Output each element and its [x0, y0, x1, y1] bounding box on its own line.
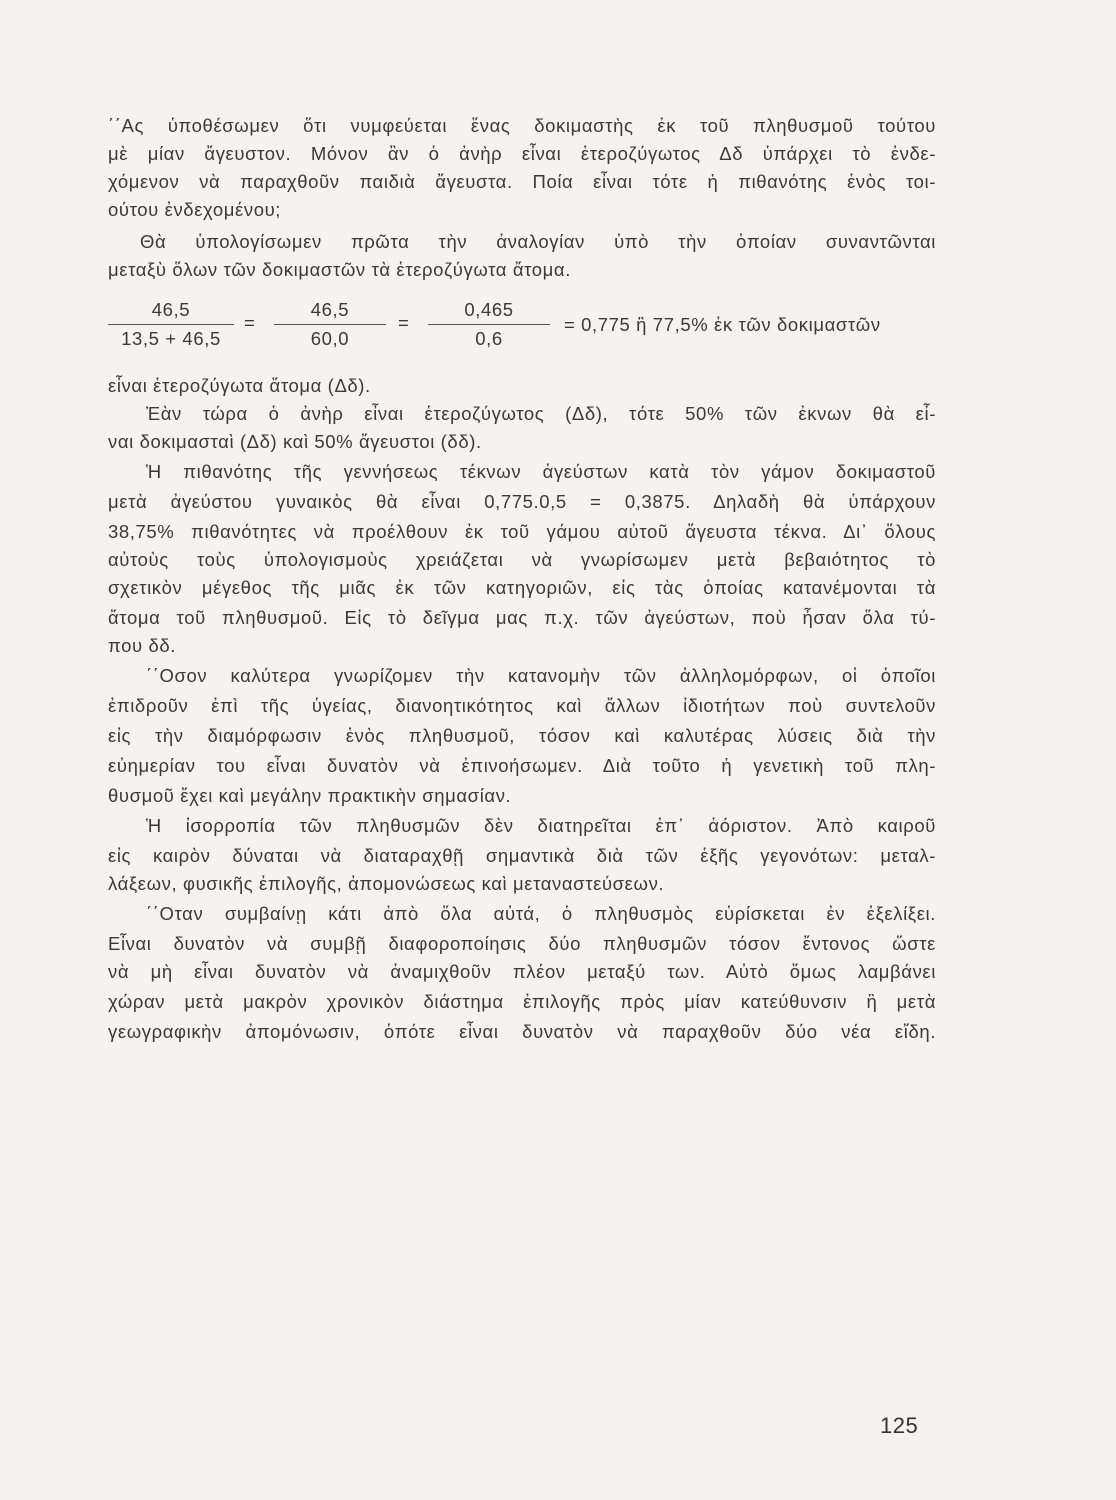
text-line: ἐπιδροῦν ἐπὶ τῆς ὑγείας, διανοητικότητος καὶ ἄλλων ἰδιοτήτων ποὺ συντελοῦν	[108, 695, 936, 716]
page-number: 125	[880, 1413, 919, 1438]
text-line: ναι δοκιμασταὶ (Δδ) καὶ 50% ἄγευστοι (δδ).	[108, 431, 482, 452]
fraction-1	[108, 298, 234, 351]
text-line: ΄΄Οταν συμβαίνῃ κάτι ἀπὸ ὅλα αὐτά, ὁ πληθυσμὸς εὑρίσκεται ἐν ἐξελίξει.	[146, 903, 936, 924]
equals-sign: =	[398, 312, 410, 333]
text-line: που δδ.	[108, 635, 176, 656]
text-line: νὰ μὴ εἶναι δυνατὸν νὰ ἀναμιχθοῦν πλέον μεταξύ των. Αὐτὸ ὅμως λαμβάνει	[108, 961, 936, 982]
text-line: αὐτοὺς τοὺς ὑπολογισμοὺς χρειάζεται νὰ γνωρίσωμεν μετὰ βεβαιότητος τὸ	[108, 549, 936, 570]
text-line: Ἡ πιθανότης τῆς γεννήσεως τέκνων ἀγεύστων κατὰ τὸν γάμον δοκιμαστοῦ	[146, 461, 936, 482]
equals-sign: =	[244, 312, 256, 333]
text-line: Θὰ ὑπολογίσωμεν πρῶτα τὴν ἀναλογίαν ὑπὸ τὴν ὁποίαν συναντῶνται	[140, 231, 936, 252]
text-line: εἶναι ἑτεροζύγωτα ἄτομα (Δδ).	[108, 375, 371, 396]
text-line: 38,75% πιθανότητες νὰ προέλθουν ἐκ τοῦ γάμου αὐτοῦ ἄγευστα τέκνα. Δι᾽ ὅλους	[108, 521, 936, 542]
text-line: γεωγραφικὴν ἀπομόνωσιν, ὁπότε εἶναι δυνατὸν νὰ παραχθοῦν δύο νέα εἴδη.	[108, 1021, 936, 1042]
fraction-2-denominator: 60,0	[310, 328, 350, 349]
formula-result: = 0,775 ἢ 77,5% ἐκ τῶν δοκιμαστῶν	[564, 314, 881, 335]
text-line: χώραν μετὰ μακρὸν χρονικὸν διάστημα ἐπιλογῆς πρὸς μίαν κατεύθυνσιν ἢ μετὰ	[108, 991, 936, 1012]
fraction-2-bar	[274, 324, 386, 325]
text-line: ΄΄Ας ὑποθέσωμεν ὅτι νυμφεύεται ἕνας δοκιμαστὴς ἐκ τοῦ πληθυσμοῦ τούτου	[108, 115, 936, 136]
fraction-2	[274, 298, 386, 351]
text-line: ΄΄Οσον καλύτερα γνωρίζομεν τὴν κατανομὴν τῶν ἀλληλομόρφων, οἱ ὁποῖοι	[146, 665, 936, 686]
text-line: λάξεων, φυσικῆς ἐπιλογῆς, ἀπομονώσεως καὶ μεταναστεύσεων.	[108, 873, 665, 894]
text-line: Ἡ ἰσορροπία τῶν πληθυσμῶν δὲν διατηρεῖται ἐπ᾽ ἀόριστον. Ἀπὸ καιροῦ	[146, 815, 936, 836]
text-line: ἄτομα τοῦ πληθυσμοῦ. Εἰς τὸ δεῖγμα μας π.χ. τῶν ἀγεύστων, ποὺ ἦσαν ὅλα τύ-	[108, 607, 936, 628]
fraction-3-numerator: 0,465	[464, 299, 514, 320]
fraction-3	[428, 298, 550, 351]
text-line: εὐημερίαν του εἶναι δυνατὸν νὰ ἐπινοήσωμεν. Διὰ τοῦτο ἡ γενετικὴ τοῦ πλη-	[108, 755, 936, 776]
fraction-3-denominator: 0,6	[475, 328, 503, 349]
text-line: Ἐὰν τώρα ὁ ἀνὴρ εἶναι ἑτεροζύγωτος (Δδ), τότε 50% τῶν ἐκνων θὰ εἶ-	[146, 403, 936, 424]
text-line: σχετικὸν μέγεθος τῆς μιᾶς ἐκ τῶν κατηγοριῶν, εἰς τὰς ὁποίας κατανέμονται τὰ	[108, 577, 936, 598]
fraction-1-denominator: 13,5 + 46,5	[121, 328, 221, 349]
text-line: μὲ μίαν ἄγευστον. Μόνον ἂν ὁ ἀνὴρ εἶναι ἑτεροζύγωτος Δδ ὑπάρχει τὸ ἐνδε-	[108, 143, 936, 164]
fraction-1-bar	[108, 324, 234, 325]
text-line: μεταξὺ ὅλων τῶν δοκιμαστῶν τὰ ἑτεροζύγωτα ἄτομα.	[108, 259, 571, 280]
text-line: μετὰ ἀγεύστου γυναικὸς θὰ εἶναι 0,775.0,5 = 0,3875. Δηλαδὴ θὰ ὑπάρχουν	[108, 491, 936, 512]
text-line: εἰς τὴν διαμόρφωσιν ἑνὸς πληθυσμοῦ, τόσον καὶ καλυτέρας λύσεις διὰ τὴν	[108, 725, 936, 746]
fraction-1-numerator: 46,5	[151, 299, 191, 320]
text-line: ούτου ἐνδεχομένου;	[108, 199, 282, 220]
fraction-2-numerator: 46,5	[310, 299, 350, 320]
text-line: Εἶναι δυνατὸν νὰ συμβῇ διαφοροποίησις δύο πληθυσμῶν τόσον ἔντονος ὥστε	[108, 933, 936, 954]
text-line: εἰς καιρὸν δύναται νὰ διαταραχθῇ σημαντικὰ διὰ τῶν ἑξῆς γεγονότων: μεταλ-	[108, 845, 936, 866]
formula	[108, 298, 936, 358]
fraction-3-bar	[428, 324, 550, 325]
text-line: χόμενον νὰ παραχθοῦν παιδιὰ ἄγευστα. Ποία εἶναι τότε ἡ πιθανότης ἑνὸς τοι-	[108, 171, 936, 192]
text-line: θυσμοῦ ἔχει καὶ μεγάλην πρακτικὴν σημασίαν.	[108, 785, 512, 806]
